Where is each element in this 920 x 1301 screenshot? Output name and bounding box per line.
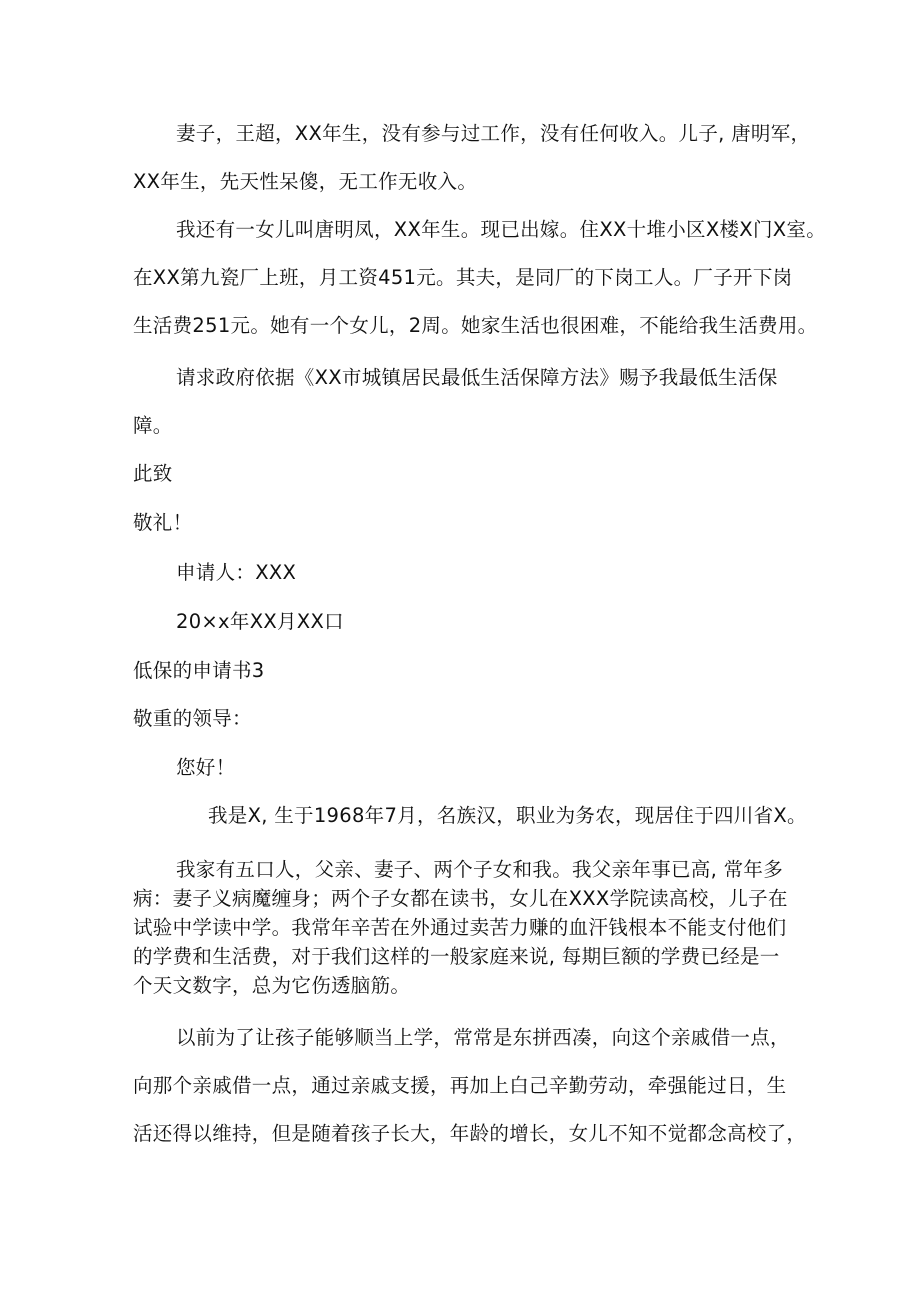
paragraph-line: 病：妻子义病魔缠身；两个子女都在读书，女儿在XXX学院读高校，儿子在 [133, 887, 788, 910]
section-title: 低保的申请书3 [133, 659, 265, 682]
paragraph-line: 活还得以维持，但是随着孩子长大，年龄的增长，女儿不知不觉都念高校了， [133, 1122, 807, 1145]
signature-line: 申请人：XXX [176, 561, 297, 584]
paragraph-line: 在XX第九瓷厂上班，月工资451元。其夫，是同厂的下岗工人。厂子开下岗 [133, 266, 793, 289]
paragraph-line: 我是X, 生于1968年7月，名族汉，职业为务农，现居住于四川省X。 [208, 804, 807, 827]
greeting: 您好！ [176, 756, 236, 779]
closing-line: 敬礼！ [133, 511, 193, 534]
closing-line: 此致 [133, 462, 173, 485]
paragraph-line: 障。 [133, 414, 173, 437]
paragraph-line: 个天文数字，总为它伤透脑筋。 [133, 974, 411, 997]
paragraph-line: 请求政府依据《XX市城镇居民最低生活保障方法》赐予我最低生活保 [176, 366, 778, 389]
paragraph-line: 试验中学读中学。我常年辛苦在外通过卖苦力赚的血汗钱根本不能支付他们 [133, 916, 787, 939]
paragraph-line: 向那个亲戚借一点，通过亲戚支援，再加上白己辛勤劳动，牵强能过日，生 [133, 1074, 787, 1097]
paragraph-line: 的学费和生活费，对于我们这样的一般家庭来说, 每期巨额的学费已经是一 [133, 945, 780, 968]
date-line: 20×x年XX月XX口 [176, 610, 344, 633]
paragraph-line: 以前为了让孩子能够顺当上学，常常是东拼西凑，向这个亲戚借一点， [176, 1026, 790, 1049]
paragraph-line: 我还有一女儿叫唐明凤，XX年生。现已出嫁。住XX十堆小区X楼X门X室。 [176, 218, 827, 241]
paragraph-line: 生活费251元。她有一个女儿，2周。她家生活也很困难，不能给我生活费用。 [133, 314, 818, 337]
paragraph-line: 妻子，王超，XX年生，没有参与过工作，没有任何收入。儿子, 唐明军， [176, 122, 811, 145]
salutation: 敬重的领导： [133, 707, 252, 730]
paragraph-line: XX年生，先天性呆傻，无工作无收入。 [133, 170, 478, 193]
paragraph-line: 我家有五口人，父亲、妻子、两个子女和我。我父亲年事已高, 常年多 [176, 858, 783, 881]
